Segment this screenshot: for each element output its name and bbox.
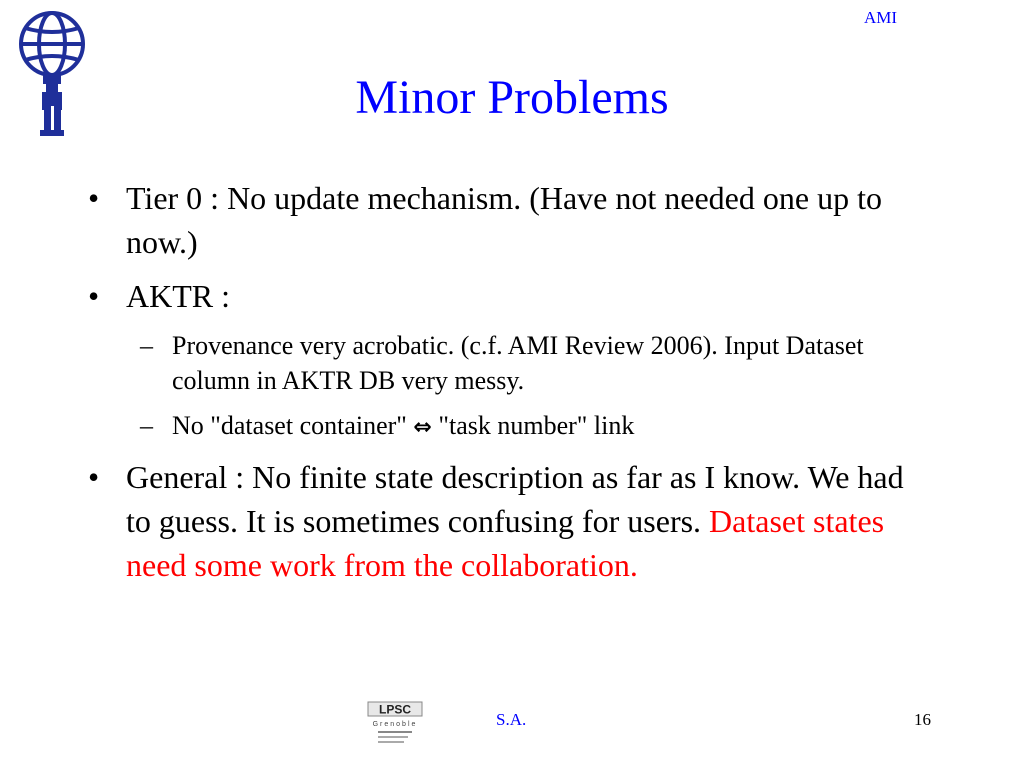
- highlight-text: Dataset states need some work from the collaboration.: [126, 503, 885, 583]
- header-tag: AMI: [864, 8, 898, 27]
- bullet-item: [0, 274, 926, 318]
- bullet-dot-icon: •: [88, 459, 100, 495]
- sub-bullet-text-after: "task number" link: [431, 411, 635, 440]
- dash-icon: –: [140, 331, 153, 360]
- left-right-arrow-icon: ⇔: [413, 415, 432, 440]
- bullet-text: AKTR :: [126, 278, 230, 314]
- slide-content: [0, 176, 1024, 597]
- bullet-item: [0, 455, 926, 587]
- bullet-item: [0, 176, 926, 264]
- bullet-dot-icon: •: [88, 180, 100, 216]
- page-number: 16: [914, 710, 931, 729]
- lpsc-logo: [366, 700, 424, 744]
- sub-bullet-text: Provenance very acrobatic. (c.f. AMI Review 2006). Input Dataset column in AKTR DB very messy.: [172, 331, 864, 395]
- bullet-text: General : No finite state description as far as I know. We had to guess. It is sometimes confusing for users.: [126, 459, 904, 539]
- footer-author: S.A.: [496, 710, 527, 729]
- bullet-dot-icon: •: [88, 278, 100, 314]
- lpsc-logo-icon: [366, 700, 424, 744]
- sub-bullet-item: [0, 328, 912, 398]
- sub-bullet-text-before: No "dataset container": [172, 411, 414, 440]
- sub-bullet-item: [0, 408, 912, 445]
- logo-subtext: Grenoble: [372, 721, 418, 728]
- logo-text: LPSC: [378, 702, 412, 717]
- bullet-text: Tier 0 : No update mechanism. (Have not needed one up to now.): [126, 180, 882, 260]
- dash-icon: –: [140, 411, 153, 440]
- page-title: Minor Problems: [355, 71, 669, 124]
